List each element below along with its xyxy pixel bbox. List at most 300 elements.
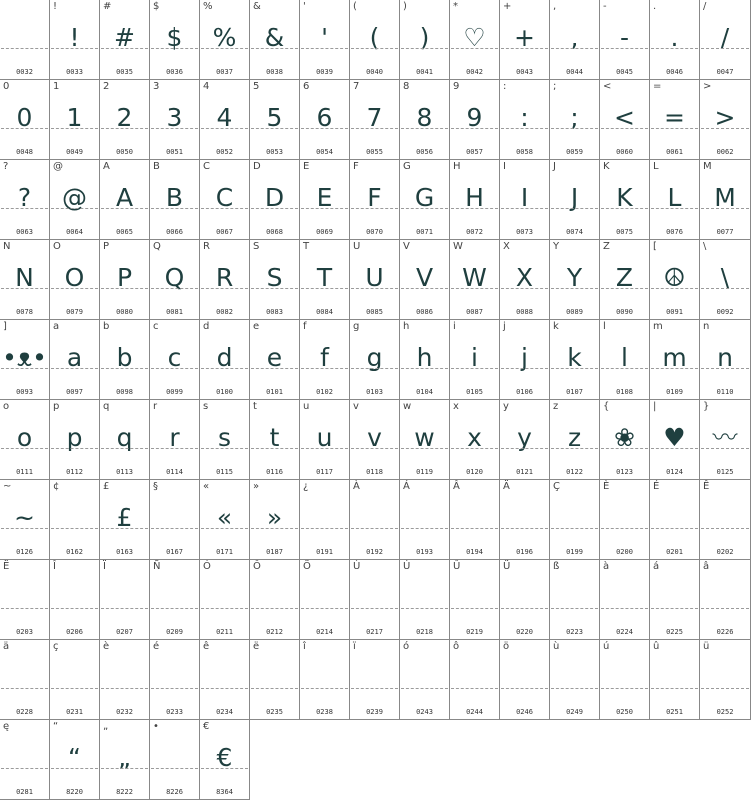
glyph-cell — [100, 720, 150, 800]
glyph-cell — [350, 240, 400, 320]
baseline-guide — [551, 208, 598, 209]
glyph-preview: n — [717, 343, 733, 372]
baseline-guide — [201, 608, 248, 609]
glyph-code: 0118 — [366, 468, 383, 476]
glyph-code: 0076 — [666, 228, 683, 236]
glyph-cell — [250, 240, 300, 320]
glyph-character-label: N — [3, 241, 11, 252]
baseline-guide — [301, 528, 348, 529]
baseline-guide — [1, 768, 48, 769]
baseline-guide — [201, 208, 248, 209]
glyph-preview: ) — [419, 23, 430, 52]
glyph-preview: y — [517, 423, 532, 452]
glyph-code: 0066 — [166, 228, 183, 236]
baseline-guide — [501, 128, 548, 129]
glyph-code: 0113 — [116, 468, 133, 476]
glyph-preview: ♥ — [663, 423, 686, 452]
glyph-code: 0043 — [516, 68, 533, 76]
glyph-code: 0249 — [566, 708, 583, 716]
glyph-preview: . — [670, 23, 679, 52]
baseline-guide — [701, 288, 749, 289]
glyph-cell — [500, 560, 550, 640]
glyph-code: 0080 — [116, 308, 133, 316]
glyph-preview: h — [416, 343, 433, 372]
baseline-guide — [601, 48, 648, 49]
glyph-character-label: \ — [703, 241, 707, 252]
glyph-character-label: p — [53, 401, 60, 412]
glyph-preview — [300, 497, 349, 539]
baseline-guide — [451, 48, 498, 49]
glyph-cell — [150, 0, 200, 80]
glyph-code: 0122 — [566, 468, 583, 476]
glyph-cell — [600, 640, 650, 720]
glyph-preview: A — [115, 183, 134, 212]
glyph-character-label: é — [153, 641, 160, 652]
glyph-cell — [650, 320, 700, 400]
glyph-character-label: M — [703, 161, 712, 172]
baseline-guide — [201, 448, 248, 449]
glyph-character-label: = — [653, 81, 662, 92]
baseline-guide — [251, 528, 298, 529]
glyph-preview — [350, 497, 399, 539]
glyph-character-label: x — [453, 401, 459, 412]
glyph-character-label: R — [203, 241, 210, 252]
glyph-cell — [0, 0, 50, 80]
glyph-cell — [700, 0, 751, 80]
glyph-preview: ☮ — [663, 263, 686, 292]
glyph-character-label: • — [153, 721, 159, 732]
glyph-preview — [650, 497, 699, 539]
glyph-character-label: I — [503, 161, 506, 172]
baseline-guide — [251, 368, 298, 369]
glyph-preview: 8 — [416, 103, 433, 132]
glyph-character-label: X — [503, 241, 510, 252]
glyph-cell — [200, 0, 250, 80]
glyph-code: 8364 — [216, 788, 233, 796]
glyph-cell — [300, 240, 350, 320]
glyph-code: 0078 — [16, 308, 33, 316]
glyph-preview: ❀ — [614, 423, 635, 452]
glyph-code: 0228 — [16, 708, 33, 716]
glyph-character-label: S — [253, 241, 260, 252]
glyph-cell — [0, 320, 50, 400]
glyph-preview: 4 — [216, 103, 233, 132]
baseline-guide — [1, 48, 48, 49]
glyph-code: 0187 — [266, 548, 283, 556]
glyph-cell — [650, 0, 700, 80]
glyph-cell — [0, 480, 50, 560]
glyph-preview: X — [515, 263, 534, 292]
glyph-cell — [400, 640, 450, 720]
glyph-code: 0059 — [566, 148, 583, 156]
glyph-code: 0117 — [316, 468, 333, 476]
glyph-character-label: z — [553, 401, 559, 412]
glyph-cell — [0, 640, 50, 720]
glyph-preview: B — [165, 183, 184, 212]
glyph-character-label: ! — [53, 1, 58, 12]
glyph-code: 8222 — [116, 788, 133, 796]
glyph-cell — [550, 320, 600, 400]
glyph-preview: ( — [369, 23, 380, 52]
baseline-guide — [451, 688, 498, 689]
glyph-character-label: Û — [453, 561, 461, 572]
glyph-code: 0081 — [166, 308, 183, 316]
baseline-guide — [201, 528, 248, 529]
baseline-guide — [301, 288, 348, 289]
glyph-character-label: ) — [403, 1, 407, 12]
glyph-character-label: D — [253, 161, 261, 172]
baseline-guide — [101, 528, 148, 529]
glyph-cell — [700, 480, 751, 560]
glyph-cell — [0, 400, 50, 480]
glyph-code: 0057 — [466, 148, 483, 156]
glyph-code: 0162 — [66, 548, 83, 556]
glyph-character-label: T — [303, 241, 310, 252]
glyph-code: 0212 — [266, 628, 283, 636]
glyph-code: 0087 — [466, 308, 483, 316]
glyph-code: 0207 — [116, 628, 133, 636]
baseline-guide — [201, 768, 248, 769]
baseline-guide — [501, 528, 548, 529]
baseline-guide — [551, 48, 598, 49]
baseline-guide — [401, 208, 448, 209]
baseline-guide — [651, 48, 698, 49]
glyph-character-label: Z — [603, 241, 610, 252]
glyph-code: 0085 — [366, 308, 383, 316]
baseline-guide — [351, 528, 398, 529]
baseline-guide — [151, 688, 198, 689]
glyph-character-label: Á — [403, 481, 410, 492]
glyph-preview: 7 — [366, 103, 383, 132]
glyph-cell — [400, 0, 450, 80]
glyph-code: 0231 — [66, 708, 83, 716]
glyph-preview: v — [367, 423, 382, 452]
glyph-code: 0049 — [66, 148, 83, 156]
glyph-preview — [400, 577, 449, 619]
glyph-cell — [450, 160, 500, 240]
glyph-character-label: $ — [153, 1, 160, 12]
glyph-code: 0120 — [466, 468, 483, 476]
glyph-code: 0035 — [116, 68, 133, 76]
glyph-preview — [600, 577, 649, 619]
baseline-guide — [401, 288, 448, 289]
glyph-code: 0209 — [166, 628, 183, 636]
glyph-preview: V — [415, 263, 434, 292]
glyph-character-label: C — [203, 161, 210, 172]
glyph-character-label: ę — [3, 721, 10, 732]
glyph-cell — [500, 320, 550, 400]
baseline-guide — [1, 608, 48, 609]
glyph-cell — [650, 560, 700, 640]
baseline-guide — [501, 368, 548, 369]
glyph-preview — [300, 577, 349, 619]
glyph-code: 0048 — [16, 148, 33, 156]
glyph-character-label: ú — [603, 641, 610, 652]
glyph-cell — [600, 320, 650, 400]
baseline-guide — [351, 128, 398, 129]
glyph-character-label: a — [53, 321, 60, 332]
glyph-character-label: | — [653, 401, 657, 412]
glyph-cell — [500, 160, 550, 240]
glyph-cell — [150, 240, 200, 320]
glyph-character-label: ö — [503, 641, 510, 652]
glyph-cell — [200, 80, 250, 160]
glyph-preview: I — [520, 183, 529, 212]
glyph-preview: 1 — [66, 103, 83, 132]
glyph-code: 0225 — [666, 628, 683, 636]
glyph-cell — [600, 400, 650, 480]
baseline-guide — [651, 608, 698, 609]
baseline-guide — [451, 368, 498, 369]
glyph-character-label: ¢ — [53, 481, 60, 492]
glyph-character-label: Q — [153, 241, 161, 252]
glyph-code: 0071 — [416, 228, 433, 236]
baseline-guide — [351, 448, 398, 449]
glyph-character-label: { — [603, 401, 610, 412]
baseline-guide — [1, 128, 48, 129]
glyph-code: 0194 — [466, 548, 483, 556]
glyph-code: 0050 — [116, 148, 133, 156]
glyph-character-label: L — [653, 161, 659, 172]
glyph-preview — [400, 497, 449, 539]
glyph-character-label: è — [103, 641, 110, 652]
glyph-code: 0233 — [166, 708, 183, 716]
glyph-code: 0191 — [316, 548, 333, 556]
glyph-preview: t — [269, 423, 280, 452]
glyph-preview — [200, 657, 249, 699]
glyph-cell — [200, 400, 250, 480]
glyph-cell — [0, 160, 50, 240]
baseline-guide — [1, 368, 48, 369]
glyph-preview — [500, 577, 549, 619]
baseline-guide — [51, 528, 98, 529]
glyph-character-label: É — [653, 481, 660, 492]
baseline-guide — [51, 208, 98, 209]
glyph-code: 0112 — [66, 468, 83, 476]
baseline-guide — [701, 208, 749, 209]
glyph-character-label: ç — [53, 641, 59, 652]
glyph-cell — [550, 560, 600, 640]
glyph-code: 0062 — [716, 148, 734, 156]
glyph-code: 0089 — [566, 308, 583, 316]
glyph-preview — [550, 657, 599, 699]
glyph-cell — [150, 640, 200, 720]
glyph-code: 0058 — [516, 148, 533, 156]
baseline-guide — [101, 48, 148, 49]
glyph-code: 0234 — [216, 708, 233, 716]
glyph-character-label: ] — [3, 321, 7, 332]
glyph-cell — [550, 80, 600, 160]
glyph-cell — [200, 640, 250, 720]
glyph-preview: ; — [570, 103, 579, 132]
baseline-guide — [651, 288, 698, 289]
glyph-code: 0246 — [516, 708, 533, 716]
glyph-code: 0072 — [466, 228, 483, 236]
glyph-character-label: w — [403, 401, 412, 412]
baseline-guide — [101, 768, 148, 769]
glyph-preview: < — [614, 103, 635, 132]
baseline-guide — [51, 288, 98, 289]
glyph-character-label: F — [353, 161, 359, 172]
glyph-preview: i — [471, 343, 478, 372]
glyph-code: 0101 — [266, 388, 283, 396]
glyph-preview: m — [662, 343, 687, 372]
glyph-cell — [350, 160, 400, 240]
baseline-guide — [251, 128, 298, 129]
glyph-preview — [250, 657, 299, 699]
glyph-character-label: ê — [203, 641, 210, 652]
glyph-preview: L — [667, 183, 682, 212]
glyph-character-label: î — [303, 641, 306, 652]
glyph-cell — [200, 480, 250, 560]
glyph-preview: z — [567, 423, 582, 452]
glyph-code: 0067 — [216, 228, 233, 236]
glyph-character-label: 3 — [153, 81, 160, 92]
baseline-guide — [151, 208, 198, 209]
glyph-character-label: A — [103, 161, 110, 172]
baseline-guide — [1, 288, 48, 289]
glyph-preview: H — [465, 183, 484, 212]
glyph-character-label: Ê — [703, 481, 710, 492]
glyph-character-label: l — [603, 321, 606, 332]
glyph-code: 8226 — [166, 788, 183, 796]
baseline-guide — [251, 608, 298, 609]
glyph-cell — [550, 640, 600, 720]
glyph-preview: ! — [69, 23, 80, 52]
glyph-character-label: 5 — [253, 81, 260, 92]
glyph-character-label: < — [603, 81, 612, 92]
glyph-code: 0061 — [666, 148, 683, 156]
glyph-cell — [400, 560, 450, 640]
baseline-guide — [501, 208, 548, 209]
glyph-preview: 2 — [116, 103, 133, 132]
glyph-cell — [600, 0, 650, 80]
glyph-character-label: h — [403, 321, 410, 332]
glyph-cell — [350, 0, 400, 80]
glyph-code: 0064 — [66, 228, 83, 236]
glyph-cell — [300, 560, 350, 640]
glyph-character-label: / — [703, 1, 707, 12]
glyph-code: 0103 — [366, 388, 383, 396]
glyph-preview: a — [66, 343, 83, 372]
baseline-guide — [201, 688, 248, 689]
glyph-preview: > — [714, 103, 736, 132]
glyph-character-label: % — [203, 1, 213, 12]
baseline-guide — [701, 448, 749, 449]
baseline-guide — [401, 528, 448, 529]
glyph-code: 0107 — [566, 388, 583, 396]
glyph-preview: O — [64, 263, 85, 292]
glyph-code: 0097 — [66, 388, 83, 396]
glyph-preview: E — [316, 183, 333, 212]
glyph-preview: ♡ — [463, 23, 486, 52]
glyph-preview — [150, 737, 199, 779]
baseline-guide — [351, 368, 398, 369]
baseline-guide — [101, 208, 148, 209]
glyph-preview: T — [316, 263, 333, 292]
glyph-code: 0046 — [666, 68, 683, 76]
glyph-character-label: ¿ — [303, 481, 309, 492]
glyph-cell — [650, 80, 700, 160]
glyph-cell — [50, 0, 100, 80]
glyph-code: 0044 — [566, 68, 583, 76]
glyph-preview: « — [216, 503, 233, 532]
glyph-preview: 6 — [316, 103, 333, 132]
glyph-preview: \ — [720, 263, 730, 292]
glyph-code: 0077 — [716, 228, 734, 236]
glyph-preview: C — [215, 183, 234, 212]
baseline-guide — [351, 208, 398, 209]
glyph-preview: k — [567, 343, 582, 372]
glyph-code: 0214 — [316, 628, 333, 636]
glyph-preview — [150, 577, 199, 619]
glyph-cell — [700, 400, 751, 480]
glyph-character-label: Â — [453, 481, 460, 492]
glyph-character-label: Y — [553, 241, 560, 252]
glyph-character-label: ï — [353, 641, 356, 652]
glyph-character-label: H — [453, 161, 461, 172]
glyph-code: 0193 — [416, 548, 433, 556]
glyph-character-label: , — [553, 1, 557, 12]
glyph-cell — [300, 0, 350, 80]
baseline-guide — [501, 608, 548, 609]
baseline-guide — [301, 128, 348, 129]
glyph-code: 0073 — [516, 228, 533, 236]
glyph-preview: / — [720, 23, 730, 52]
glyph-character-label: 6 — [303, 81, 310, 92]
glyph-code: 0108 — [616, 388, 633, 396]
baseline-guide — [551, 288, 598, 289]
glyph-preview — [450, 577, 499, 619]
glyph-cell — [500, 0, 550, 80]
baseline-guide — [51, 448, 98, 449]
glyph-preview: : — [520, 103, 529, 132]
glyph-cell — [500, 80, 550, 160]
glyph-preview: o — [16, 423, 33, 452]
baseline-guide — [701, 688, 749, 689]
baseline-guide — [1, 208, 48, 209]
glyph-code: 0055 — [366, 148, 383, 156]
baseline-guide — [101, 448, 148, 449]
glyph-character-label: P — [103, 241, 110, 252]
glyph-preview: S — [266, 263, 283, 292]
glyph-preview — [500, 657, 549, 699]
glyph-preview — [450, 497, 499, 539]
glyph-character-label: ; — [553, 81, 557, 92]
glyph-cell — [650, 160, 700, 240]
glyph-cell — [550, 160, 600, 240]
glyph-preview: b — [116, 343, 133, 372]
glyph-character-label: À — [353, 481, 360, 492]
glyph-character-label: ó — [403, 641, 410, 652]
glyph-cell — [250, 640, 300, 720]
glyph-cell — [50, 720, 100, 800]
glyph-cell — [700, 160, 751, 240]
baseline-guide — [151, 768, 198, 769]
glyph-code: 0239 — [366, 708, 383, 716]
glyph-code: 0045 — [616, 68, 633, 76]
baseline-guide — [51, 128, 98, 129]
glyph-character-label: 2 — [103, 81, 110, 92]
glyph-code: 0102 — [316, 388, 333, 396]
baseline-guide — [601, 208, 648, 209]
glyph-code: 0047 — [716, 68, 734, 76]
baseline-guide — [101, 608, 148, 609]
glyph-preview: q — [116, 423, 133, 452]
glyph-character-label: n — [703, 321, 710, 332]
glyph-character-label: k — [553, 321, 559, 332]
glyph-cell — [150, 400, 200, 480]
